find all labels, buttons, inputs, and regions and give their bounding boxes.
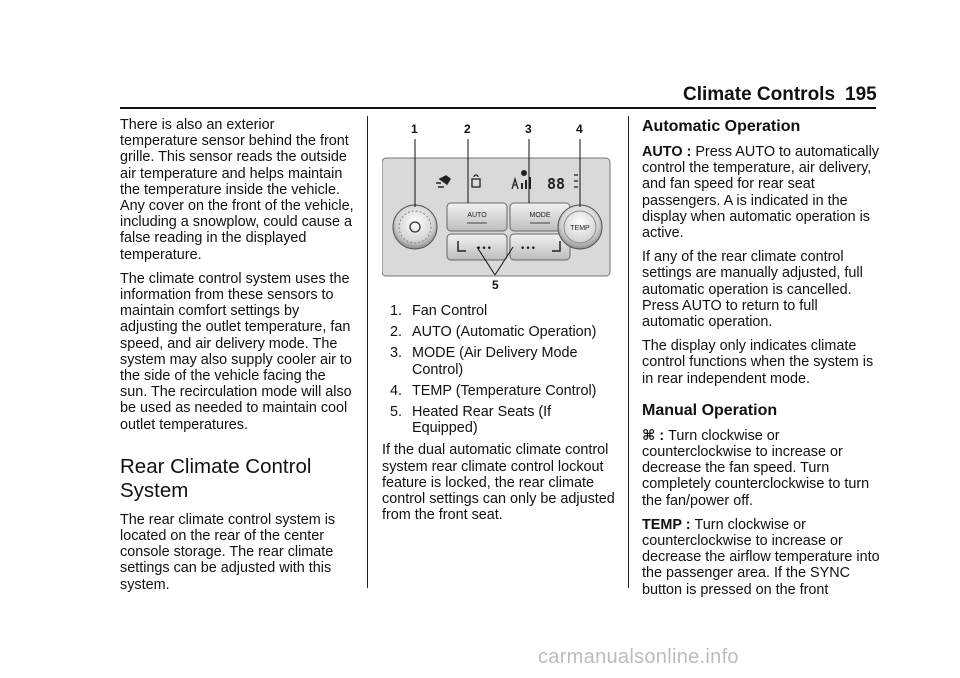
heated-seat-left-dots: ••• [476, 244, 492, 254]
fan-term: : [655, 427, 669, 444]
column-divider-1 [367, 116, 368, 588]
paragraph-fan [642, 428, 880, 509]
callout-4: 4 [576, 122, 583, 136]
temp-description: Turn clockwise or counterclockwise to increase or decrease the airflow temperature into the passenger area. If the SYNC button is pressed on the front [642, 516, 880, 598]
column-3 [642, 117, 880, 606]
column-1 [120, 117, 355, 601]
callout-1: 1 [411, 122, 418, 136]
watermark: carmanualsonline.info [538, 646, 739, 668]
page-title: Climate Controls [683, 84, 836, 105]
fan-description: Turn clockwise or counterclockwise to increase or decrease the fan speed. Turn completely counterclockwise to turn the fan/power off. [642, 427, 870, 509]
temp-term: TEMP : [642, 516, 695, 533]
fan-icon [521, 170, 527, 176]
legend-item: 5. Heated Rear Seats (If Equipped) [390, 404, 552, 437]
paragraph-auto-cancel: If any of the rear climate control settings are manually adjusted, full automatic operation is cancelled. Press AUTO to return to full automatic operation. [642, 249, 863, 331]
temperature-display-digits: 88 [547, 175, 566, 193]
legend-item: 1. Fan Control [390, 303, 488, 319]
paragraph-sensor: There is also an exterior temperature sensor behind the front grille. This sensor reads the outside air temperature and helps maintain the temperature inside the vehicle. Any cover on the front of the vehicle, including a snowplow, could cause a false reading in the displayed temperature. [120, 117, 354, 263]
paragraph-auto [642, 144, 880, 241]
auto-button-indicator [467, 222, 487, 224]
fan-bar-2 [525, 180, 527, 189]
rear-climate-control-figure [382, 117, 620, 295]
page-header [0, 80, 960, 110]
fan-bar-1 [521, 183, 523, 189]
paragraph-rear-location: The rear climate control system is located on the rear of the center console storage. The rear climate settings can be adjusted with this system. [120, 511, 336, 593]
callout-2: 2 [464, 122, 471, 136]
column-2 [382, 117, 620, 531]
fan-icon: ⌘ [642, 427, 656, 444]
callout-3: 3 [525, 122, 532, 136]
auto-button-label: AUTO [467, 212, 487, 219]
auto-description: Press AUTO to automatically control the temperature, air delivery, and fan speed for rear seat passengers. A is indicated in the display when automatic operation is active. [642, 144, 879, 242]
section-heading-automatic: Automatic Operation [642, 118, 801, 135]
legend-item: 2. AUTO (Automatic Operation) [390, 324, 597, 341]
heated-seat-right-dots: ••• [520, 244, 536, 254]
column-divider-2 [628, 116, 629, 588]
paragraph-display: The display only indicates climate control functions when the system is in rear independent mode. [642, 338, 874, 387]
section-heading-manual: Manual Operation [642, 401, 778, 419]
paragraph-temp [642, 517, 880, 598]
section-heading-rear-climate: Rear Climate Control System [120, 454, 312, 502]
paragraph-lockout: If the dual automatic climate control system rear climate control lockout feature is locked, the rear climate control settings can only be adjusted from the front seat. [382, 442, 615, 524]
legend-item: 4. TEMP (Temperature Control) [390, 382, 597, 399]
temp-knob-label: TEMP [570, 225, 590, 232]
paragraph-comfort: The climate control system uses the information from these sensors to maintain comfort settings by adjusting the outlet temperature, fan speed, and air delivery mode. The system may also supply cooler air to the side of the vehicle facing the sun. The recirculation mode will also be used as needed to maintain cool outlet temperatures. [120, 270, 352, 433]
header-rule [120, 107, 876, 109]
mode-button-indicator [530, 222, 550, 224]
auto-term: AUTO : [642, 144, 696, 160]
fan-control-knob [393, 205, 437, 249]
control-panel-illustration [382, 117, 620, 295]
legend-item: 3. MODE (Air Delivery Mode Control) [390, 345, 578, 378]
callout-5: 5 [492, 278, 499, 292]
figure-legend [382, 303, 620, 436]
page-number: 195 [845, 84, 877, 105]
mode-button-label: MODE [529, 212, 551, 219]
